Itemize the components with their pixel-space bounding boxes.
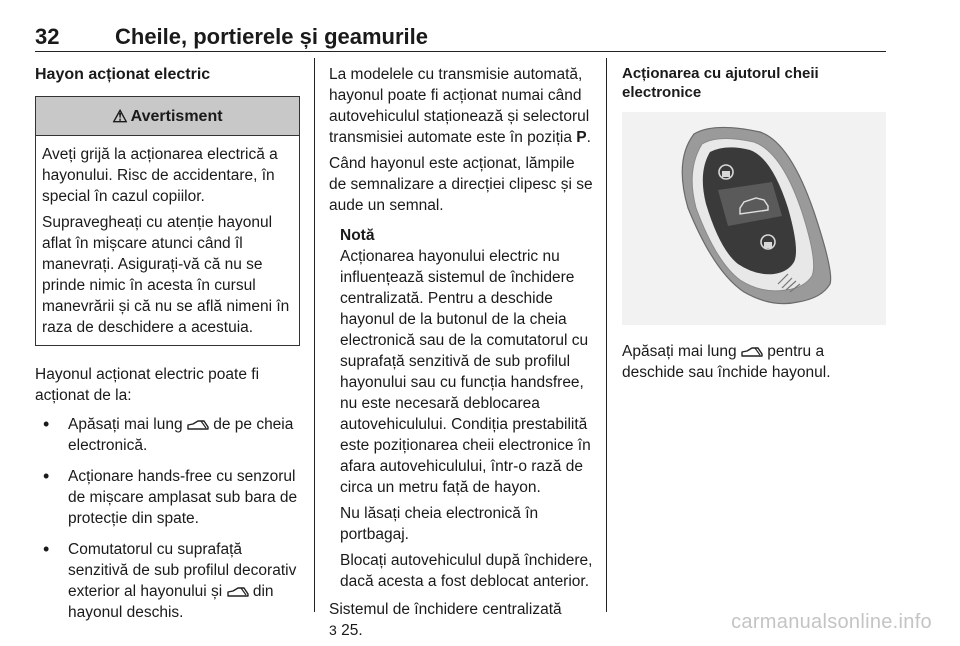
list-item: • Acționare hands-free cu senzorul de mișcare amplasat sub bara de protecție din spate. bbox=[35, 466, 300, 529]
key-caption: Apăsați mai lung pentru a deschide sau închide hayonul. bbox=[622, 343, 831, 381]
signal-paragraph: Când hayonul este acționat, lămpile de semnalizare a direcției clipesc și se aude un semnal. bbox=[329, 155, 593, 214]
note-paragraph-3: Blocați autovehiculul după închidere, dacă acesta a fost deblocat anterior. bbox=[340, 552, 593, 590]
tailgate-key-icon bbox=[187, 419, 209, 431]
warning-triangle-icon: ⚠ bbox=[112, 106, 128, 126]
tailgate-key-icon bbox=[741, 346, 763, 358]
warning-body bbox=[36, 136, 299, 345]
warning-paragraph-2: Supravegheați cu atenție hayonul aflat în mișcare atunci când îl manevrați. Asigurați-vă că nu se prinde nimic în acesta în cursul manevrării și că nu se află nimeni în raza de deschidere a acestuia. bbox=[42, 214, 290, 336]
page-number: 32 bbox=[35, 24, 60, 49]
watermark: carmanualsonline.info bbox=[731, 611, 932, 633]
cross-reference[interactable]: Sistemul de închidere centralizată 3 25. bbox=[329, 601, 562, 639]
right-column bbox=[622, 64, 887, 388]
left-column bbox=[35, 64, 300, 633]
note-paragraph-2: Nu lăsați cheia electronică în portbagaj. bbox=[340, 505, 539, 543]
note-title: Notă bbox=[340, 227, 375, 244]
intro-paragraph: Hayonul acționat electric poate fi acționat de la: bbox=[35, 366, 260, 404]
column-divider-2 bbox=[606, 58, 607, 612]
header-rule bbox=[35, 51, 886, 52]
section-heading: Hayon acționat electric bbox=[35, 66, 211, 83]
transmission-paragraph: La modelele cu transmisie automată, hayonul poate fi acționat numai când autovehiculul staționează și selectorul transmisiei automate este în poziția P. bbox=[329, 66, 591, 146]
reference-page[interactable]: 25. bbox=[341, 622, 363, 639]
note-paragraph-1: Acționarea hayonului electric nu influențează sistemul de închidere centralizată. Pentru a deschide hayonul de la butonul de la cheia electronică sau de la comutatorul cu suprafață senzitivă de sub profilul hayonului sau cu funcția handsfree, nu este necesară deblocarea autovehiculului. Condiția prestabilită este poziționarea cheii electronice în afara autovehiculului, într-o rază de circa un metru față de hayon. bbox=[340, 248, 591, 496]
list-item: • Apăsați mai lung de pe cheia electronică. bbox=[35, 414, 300, 456]
warning-paragraph-1: Aveți grijă la acționarea electrică a hayonului. Risc de accidentare, în special în cazul copiilor. bbox=[42, 146, 278, 205]
electronic-key-illustration bbox=[622, 112, 886, 325]
gear-position: P bbox=[576, 129, 587, 146]
note-block bbox=[329, 225, 594, 592]
subsection-heading: Acționarea cu ajutorul cheii electronice bbox=[622, 65, 819, 101]
column-divider-1 bbox=[314, 58, 315, 612]
chapter-title: Cheile, portierele și geamurile bbox=[115, 24, 429, 49]
middle-column bbox=[329, 64, 594, 646]
list-item: • Comutatorul cu suprafață senzitivă de sub profilul decorativ exterior al hayonului și din hayonul deschis. bbox=[35, 539, 300, 623]
warning-box bbox=[35, 96, 300, 346]
warning-header bbox=[36, 97, 299, 136]
reference-arrow-icon: 3 bbox=[329, 622, 337, 638]
operation-list bbox=[35, 414, 300, 623]
tailgate-key-icon bbox=[227, 586, 249, 598]
warning-title: Avertisment bbox=[130, 107, 223, 125]
